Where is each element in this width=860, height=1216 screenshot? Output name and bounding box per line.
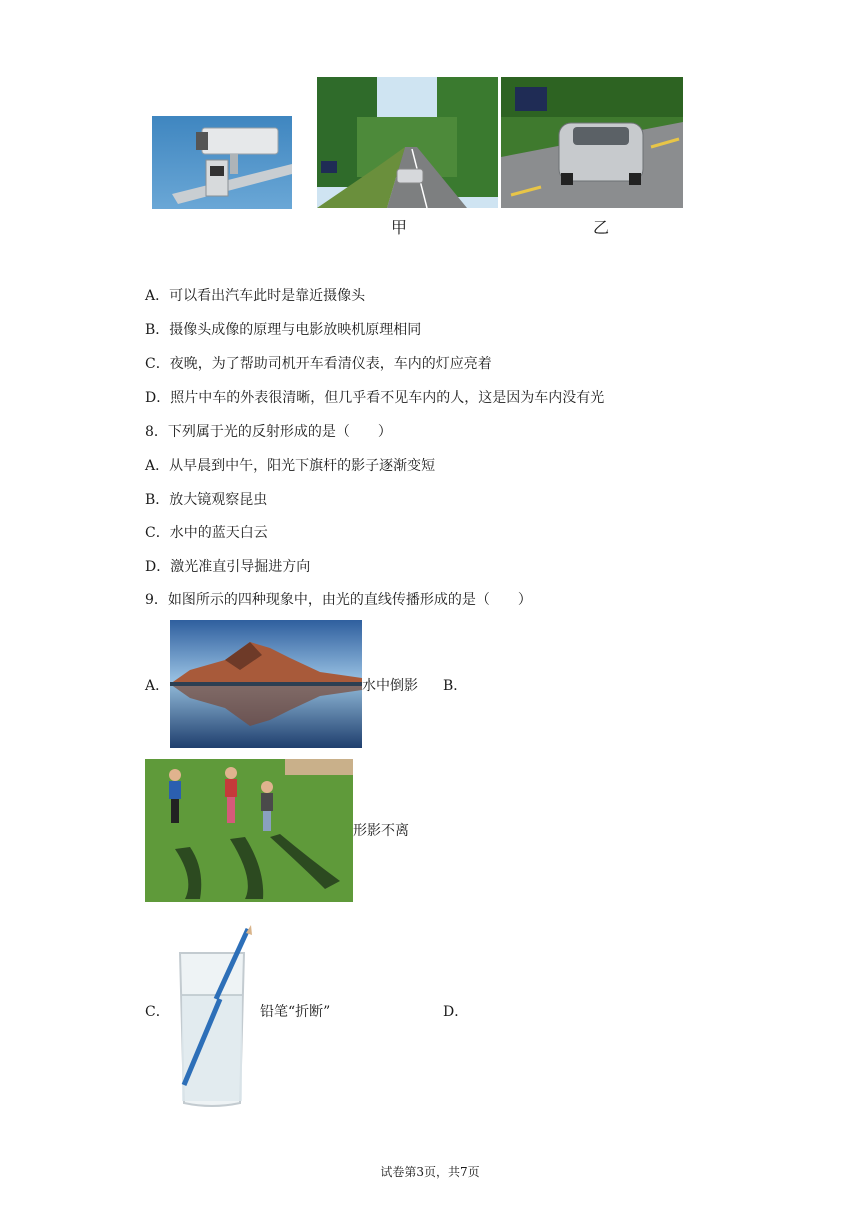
q8-option-c: C．水中的蓝天白云	[145, 525, 268, 541]
q9-option-a-label: A．	[145, 678, 170, 694]
q8-stem: 8．下列属于光的反射形成的是（ ）	[145, 424, 392, 440]
q9-option-c-label: C．	[145, 1004, 170, 1020]
q9-option-a-text: 水中倒影	[362, 678, 418, 694]
q9-stem: 9．如图所示的四种现象中，由光的直线传播形成的是（ ）	[145, 592, 532, 608]
road-photo-yi	[501, 77, 683, 208]
q8-option-a: A．从早晨到中午，阳光下旗杆的影子逐渐变短	[145, 458, 436, 474]
q9-option-d-label: D．	[443, 1004, 469, 1020]
q9-option-b-text: 形影不离	[353, 823, 409, 839]
q7-option-b: B．摄像头成像的原理与电影放映机原理相同	[145, 322, 422, 338]
q9-option-c-text: 铅笔“折断”	[260, 1004, 331, 1020]
camera-photo	[152, 116, 292, 209]
caption-yi: 乙	[593, 218, 610, 237]
q8-option-d: D．激光准直引导掘进方向	[145, 559, 311, 575]
pencil-in-glass-photo	[174, 925, 260, 1109]
q9-option-b-label: B．	[443, 678, 468, 694]
caption-jia: 甲	[391, 218, 408, 237]
page-footer: 试卷第3页，共7页	[380, 1165, 480, 1179]
q7-option-c: C．夜晚，为了帮助司机开车看清仪表，车内的灯应亮着	[145, 356, 492, 372]
q7-option-d: D．照片中车的外表很清晰，但几乎看不见车内的人，这是因为车内没有光	[145, 390, 605, 406]
q7-option-a: A．可以看出汽车此时是靠近摄像头	[145, 288, 366, 304]
mountain-reflection-photo	[170, 620, 362, 748]
q8-option-b: B．放大镜观察昆虫	[145, 492, 268, 508]
children-shadows-photo	[145, 759, 353, 902]
road-photo-jia	[317, 77, 498, 208]
